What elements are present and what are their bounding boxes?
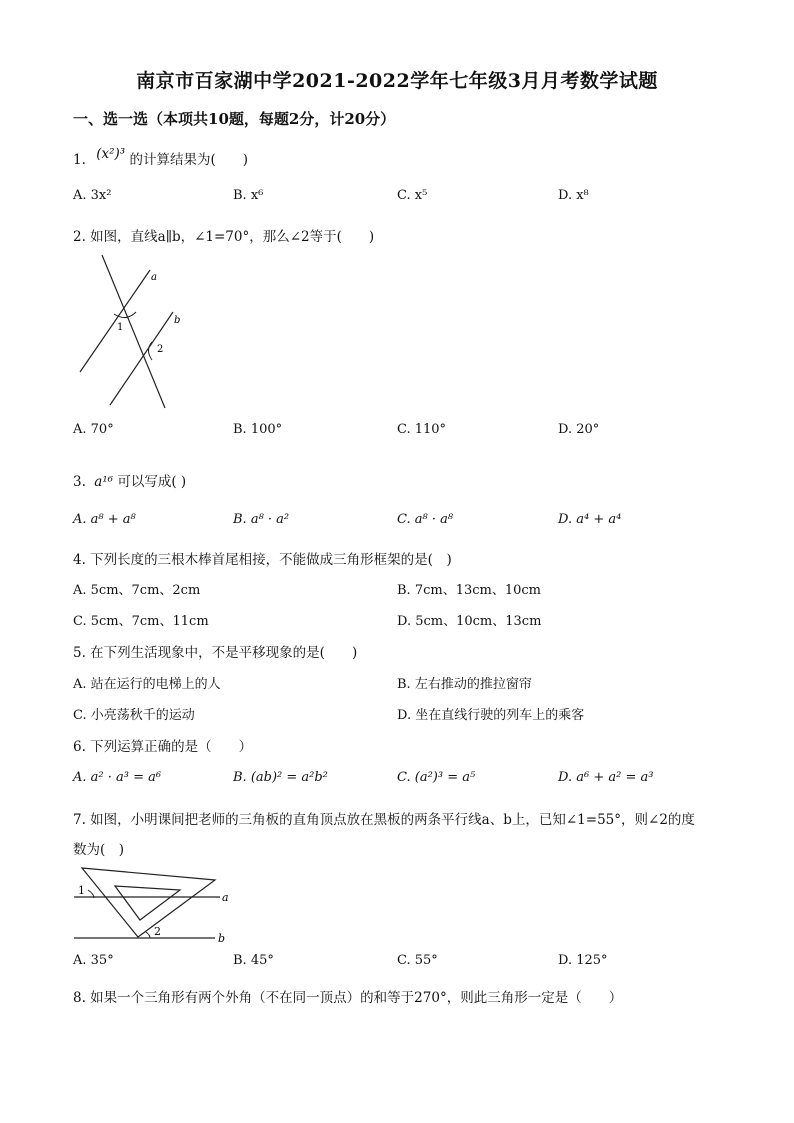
question-3-number: 3. — [73, 474, 86, 490]
label-a: a — [222, 891, 229, 904]
question-3-option-d[interactable]: D. a⁴ + a⁴ — [558, 512, 622, 527]
label-b: b — [218, 932, 226, 945]
question-1-option-b[interactable]: B. x⁶ — [233, 188, 264, 203]
question-5-option-d[interactable]: D. 坐在直线行驶的列车上的乘客 — [397, 708, 585, 723]
question-7-option-a[interactable]: A. 35° — [73, 953, 114, 968]
question-7-option-b[interactable]: B. 45° — [233, 953, 274, 968]
question-1-number: 1. — [73, 152, 86, 168]
question-1-stem — [73, 148, 248, 168]
question-3-option-b[interactable]: B. a⁸ · a² — [233, 512, 290, 527]
label-angle-1: 1 — [78, 884, 85, 897]
question-3-option-a[interactable]: A. a⁸ + a⁸ — [73, 512, 136, 527]
question-1-option-a[interactable]: A. 3x² — [73, 188, 112, 203]
question-2-option-d[interactable]: D. 20° — [558, 422, 600, 437]
question-1-expression: (x²)³ — [96, 146, 126, 162]
question-1-option-d[interactable]: D. x⁸ — [558, 188, 589, 203]
section-heading: 一、选一选（本项共10题，每题2分，计20分） — [73, 110, 396, 128]
label-angle-2: 2 — [157, 344, 164, 355]
question-4-option-a[interactable]: A. 5cm、7cm、2cm — [73, 583, 201, 598]
question-1-option-c[interactable]: C. x⁵ — [397, 188, 428, 203]
label-b: b — [174, 315, 181, 326]
question-2-option-a[interactable]: A. 70° — [73, 422, 114, 437]
question-7-option-c[interactable]: C. 55° — [397, 953, 438, 968]
question-5-option-a[interactable]: A. 站在运行的电梯上的人 — [73, 677, 221, 692]
question-3-option-c[interactable]: C. a⁸ · a⁸ — [397, 512, 454, 527]
question-6-option-a[interactable]: A. a² · a³ = a⁶ — [73, 770, 162, 785]
question-7-stem-line-1: 7. 如图，小明课间把老师的三角板的直角顶点放在黑板的两条平行线a、b上，已知∠1=55°，则∠2的度 — [73, 812, 695, 828]
question-7-option-d[interactable]: D. 125° — [558, 953, 608, 968]
question-6-option-c[interactable]: C. (a²)³ = a⁵ — [397, 770, 476, 785]
question-4-option-d[interactable]: D. 5cm、10cm、13cm — [397, 614, 542, 629]
question-2-option-c[interactable]: C. 110° — [397, 422, 447, 437]
question-5-option-c[interactable]: C. 小亮荡秋千的运动 — [73, 708, 195, 723]
question-7-figure — [70, 860, 250, 945]
question-1-text: 的计算结果为( ) — [129, 152, 249, 168]
question-6-option-b[interactable]: B. (ab)² = a²b² — [233, 770, 328, 785]
label-a: a — [151, 272, 157, 283]
question-4-option-b[interactable]: B. 7cm、13cm、10cm — [397, 583, 541, 598]
question-7-stem-line-2: 数为( ) — [73, 842, 125, 858]
question-5-option-b[interactable]: B. 左右推动的推拉窗帘 — [397, 677, 532, 692]
label-angle-1: 1 — [117, 322, 124, 333]
question-2-option-b[interactable]: B. 100° — [233, 422, 283, 437]
question-3-expression: a¹⁶ — [94, 474, 114, 490]
question-4-option-c[interactable]: C. 5cm、7cm、11cm — [73, 614, 209, 629]
question-3-stem — [73, 470, 186, 490]
question-6-option-d[interactable]: D. a⁶ + a² = a³ — [558, 770, 654, 785]
set-square-inner — [115, 886, 180, 920]
question-6-stem: 6. 下列运算正确的是（ ） — [73, 739, 253, 755]
question-2-figure — [70, 250, 200, 410]
label-angle-2: 2 — [154, 925, 161, 938]
question-4-stem: 4. 下列长度的三根木棒首尾相接，不能做成三角形框架的是( ) — [73, 552, 452, 568]
question-8-stem: 8. 如果一个三角形有两个外角（不在同一顶点）的和等于270°，则此三角形一定是（ ） — [73, 990, 623, 1006]
question-3-text: 可以写成( ) — [117, 474, 187, 490]
set-square-outer — [82, 868, 215, 937]
page-title: 南京市百家湖中学2021-2022学年七年级3月月考数学试题 — [136, 70, 658, 92]
angle-2-arc — [146, 932, 150, 938]
question-5-stem: 5. 在下列生活现象中，不是平移现象的是( ) — [73, 645, 358, 661]
question-2-stem: 2. 如图，直线a∥b，∠1=70°，那么∠2等于( ) — [73, 229, 375, 245]
